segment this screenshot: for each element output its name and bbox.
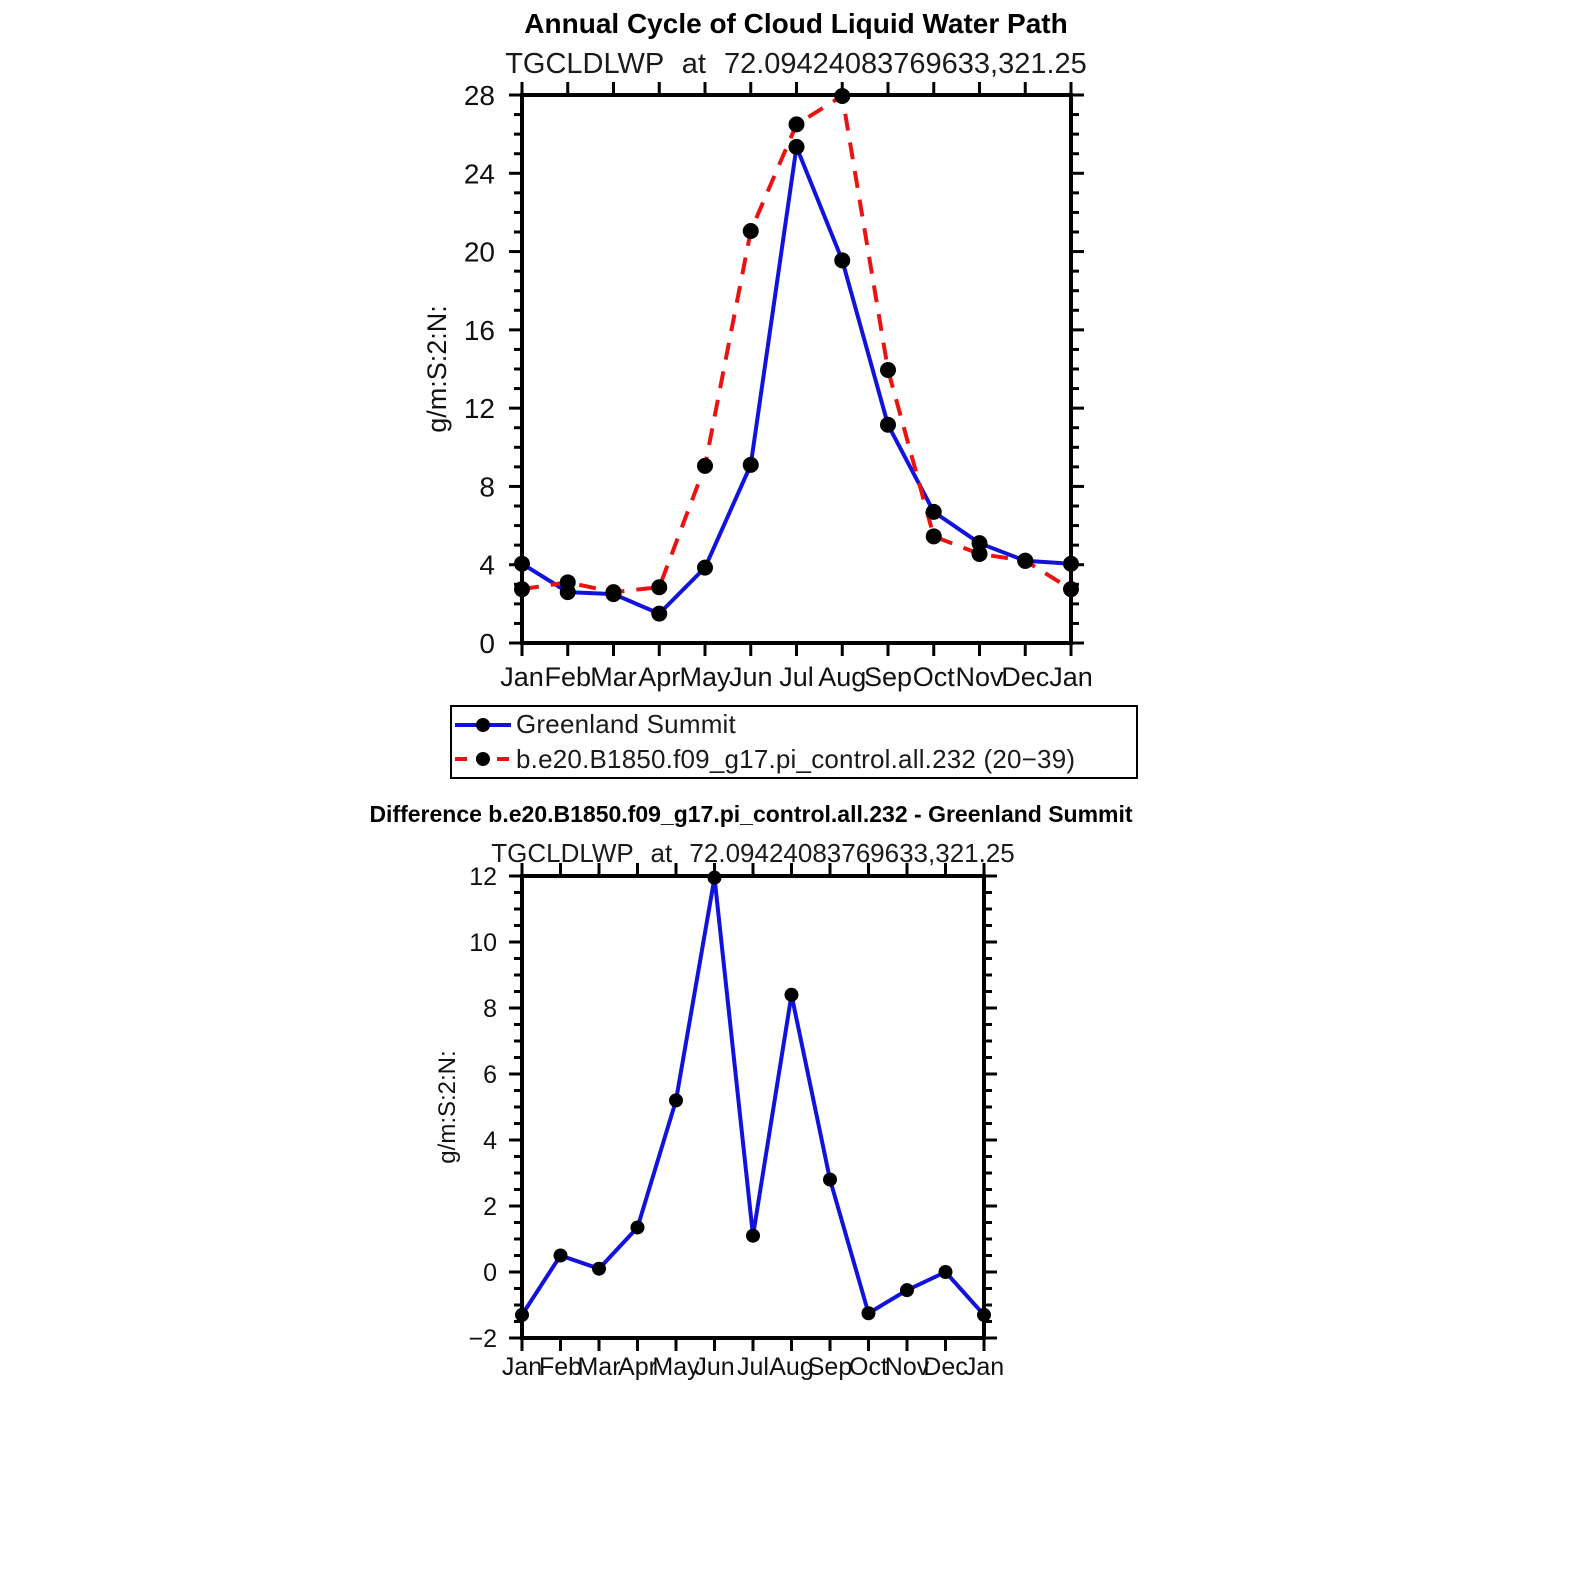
svg-text:Jan: Jan (1049, 662, 1093, 692)
svg-text:Mar: Mar (577, 1353, 621, 1381)
svg-text:May: May (679, 662, 731, 692)
svg-text:Feb: Feb (544, 662, 592, 692)
svg-text:2: 2 (483, 1193, 497, 1221)
chart2-subtitle: TGCLDLWP at 72.09424083769633,321.25 (491, 838, 1015, 868)
svg-text:Dec: Dec (923, 1353, 968, 1381)
chart1-subtitle: TGCLDLWP at 72.09424083769633,321.25 (505, 48, 1087, 80)
svg-text:4: 4 (483, 1127, 497, 1155)
svg-text:Sep: Sep (807, 1353, 853, 1381)
svg-text:8: 8 (483, 995, 497, 1023)
svg-text:28: 28 (463, 80, 495, 111)
svg-text:Aug: Aug (769, 1353, 814, 1381)
svg-text:May: May (652, 1353, 700, 1381)
svg-text:Apr: Apr (618, 1353, 657, 1381)
svg-text:Sep: Sep (863, 662, 913, 692)
svg-text:0: 0 (483, 1259, 497, 1287)
legend-marker-dot (476, 752, 490, 766)
legend-item-pi-control (452, 742, 1136, 776)
svg-text:g/m:S:2:N:: g/m:S:2:N: (422, 305, 452, 433)
svg-text:Oct: Oct (849, 1353, 888, 1381)
svg-text:Mar: Mar (590, 662, 637, 692)
svg-text:Nov: Nov (884, 1353, 930, 1381)
svg-text:Jan: Jan (963, 1353, 1005, 1381)
svg-text:Jul: Jul (779, 662, 814, 692)
svg-text:Jan: Jan (500, 662, 544, 692)
svg-text:10: 10 (469, 929, 497, 957)
svg-text:8: 8 (479, 471, 495, 503)
legend (450, 705, 1138, 779)
svg-text:Jul: Jul (737, 1353, 769, 1381)
svg-text:Jan: Jan (501, 1353, 543, 1381)
svg-text:−2: −2 (468, 1325, 497, 1353)
legend-marker-dot (476, 718, 490, 732)
svg-text:Nov: Nov (955, 662, 1004, 692)
chart2-title: Difference b.e20.B1850.f09_g17.pi_control.all.232 - Greenland Summit (369, 801, 1133, 827)
svg-text:12: 12 (469, 863, 497, 891)
difference-chart (434, 863, 1004, 1381)
svg-text:16: 16 (463, 314, 495, 346)
legend-label-greenland-summit: Greenland Summit (516, 709, 736, 740)
red-dashed-line-sample-icon (454, 742, 512, 776)
svg-text:20: 20 (463, 236, 495, 268)
svg-text:24: 24 (463, 158, 495, 190)
legend-label-pi-control: b.e20.B1850.f09_g17.pi_control.all.232 (20−39) (516, 743, 1076, 774)
chart1-title: Annual Cycle of Cloud Liquid Water Path (524, 8, 1068, 39)
svg-text:12: 12 (463, 393, 495, 425)
svg-text:Jun: Jun (694, 1353, 735, 1381)
annual-cycle-chart (422, 80, 1093, 692)
svg-text:Aug: Aug (818, 662, 867, 692)
svg-text:g/m:S:2:N:: g/m:S:2:N: (434, 1050, 461, 1164)
svg-text:0: 0 (479, 628, 495, 659)
svg-text:Dec: Dec (1001, 662, 1050, 692)
svg-text:4: 4 (479, 549, 495, 581)
legend-item-greenland-summit (452, 708, 1136, 742)
svg-text:6: 6 (483, 1061, 497, 1089)
svg-text:Oct: Oct (912, 662, 955, 692)
svg-text:Apr: Apr (638, 662, 681, 692)
blue-solid-line-sample-icon (454, 708, 512, 742)
svg-text:Jun: Jun (728, 662, 773, 692)
svg-text:Feb: Feb (538, 1353, 583, 1381)
